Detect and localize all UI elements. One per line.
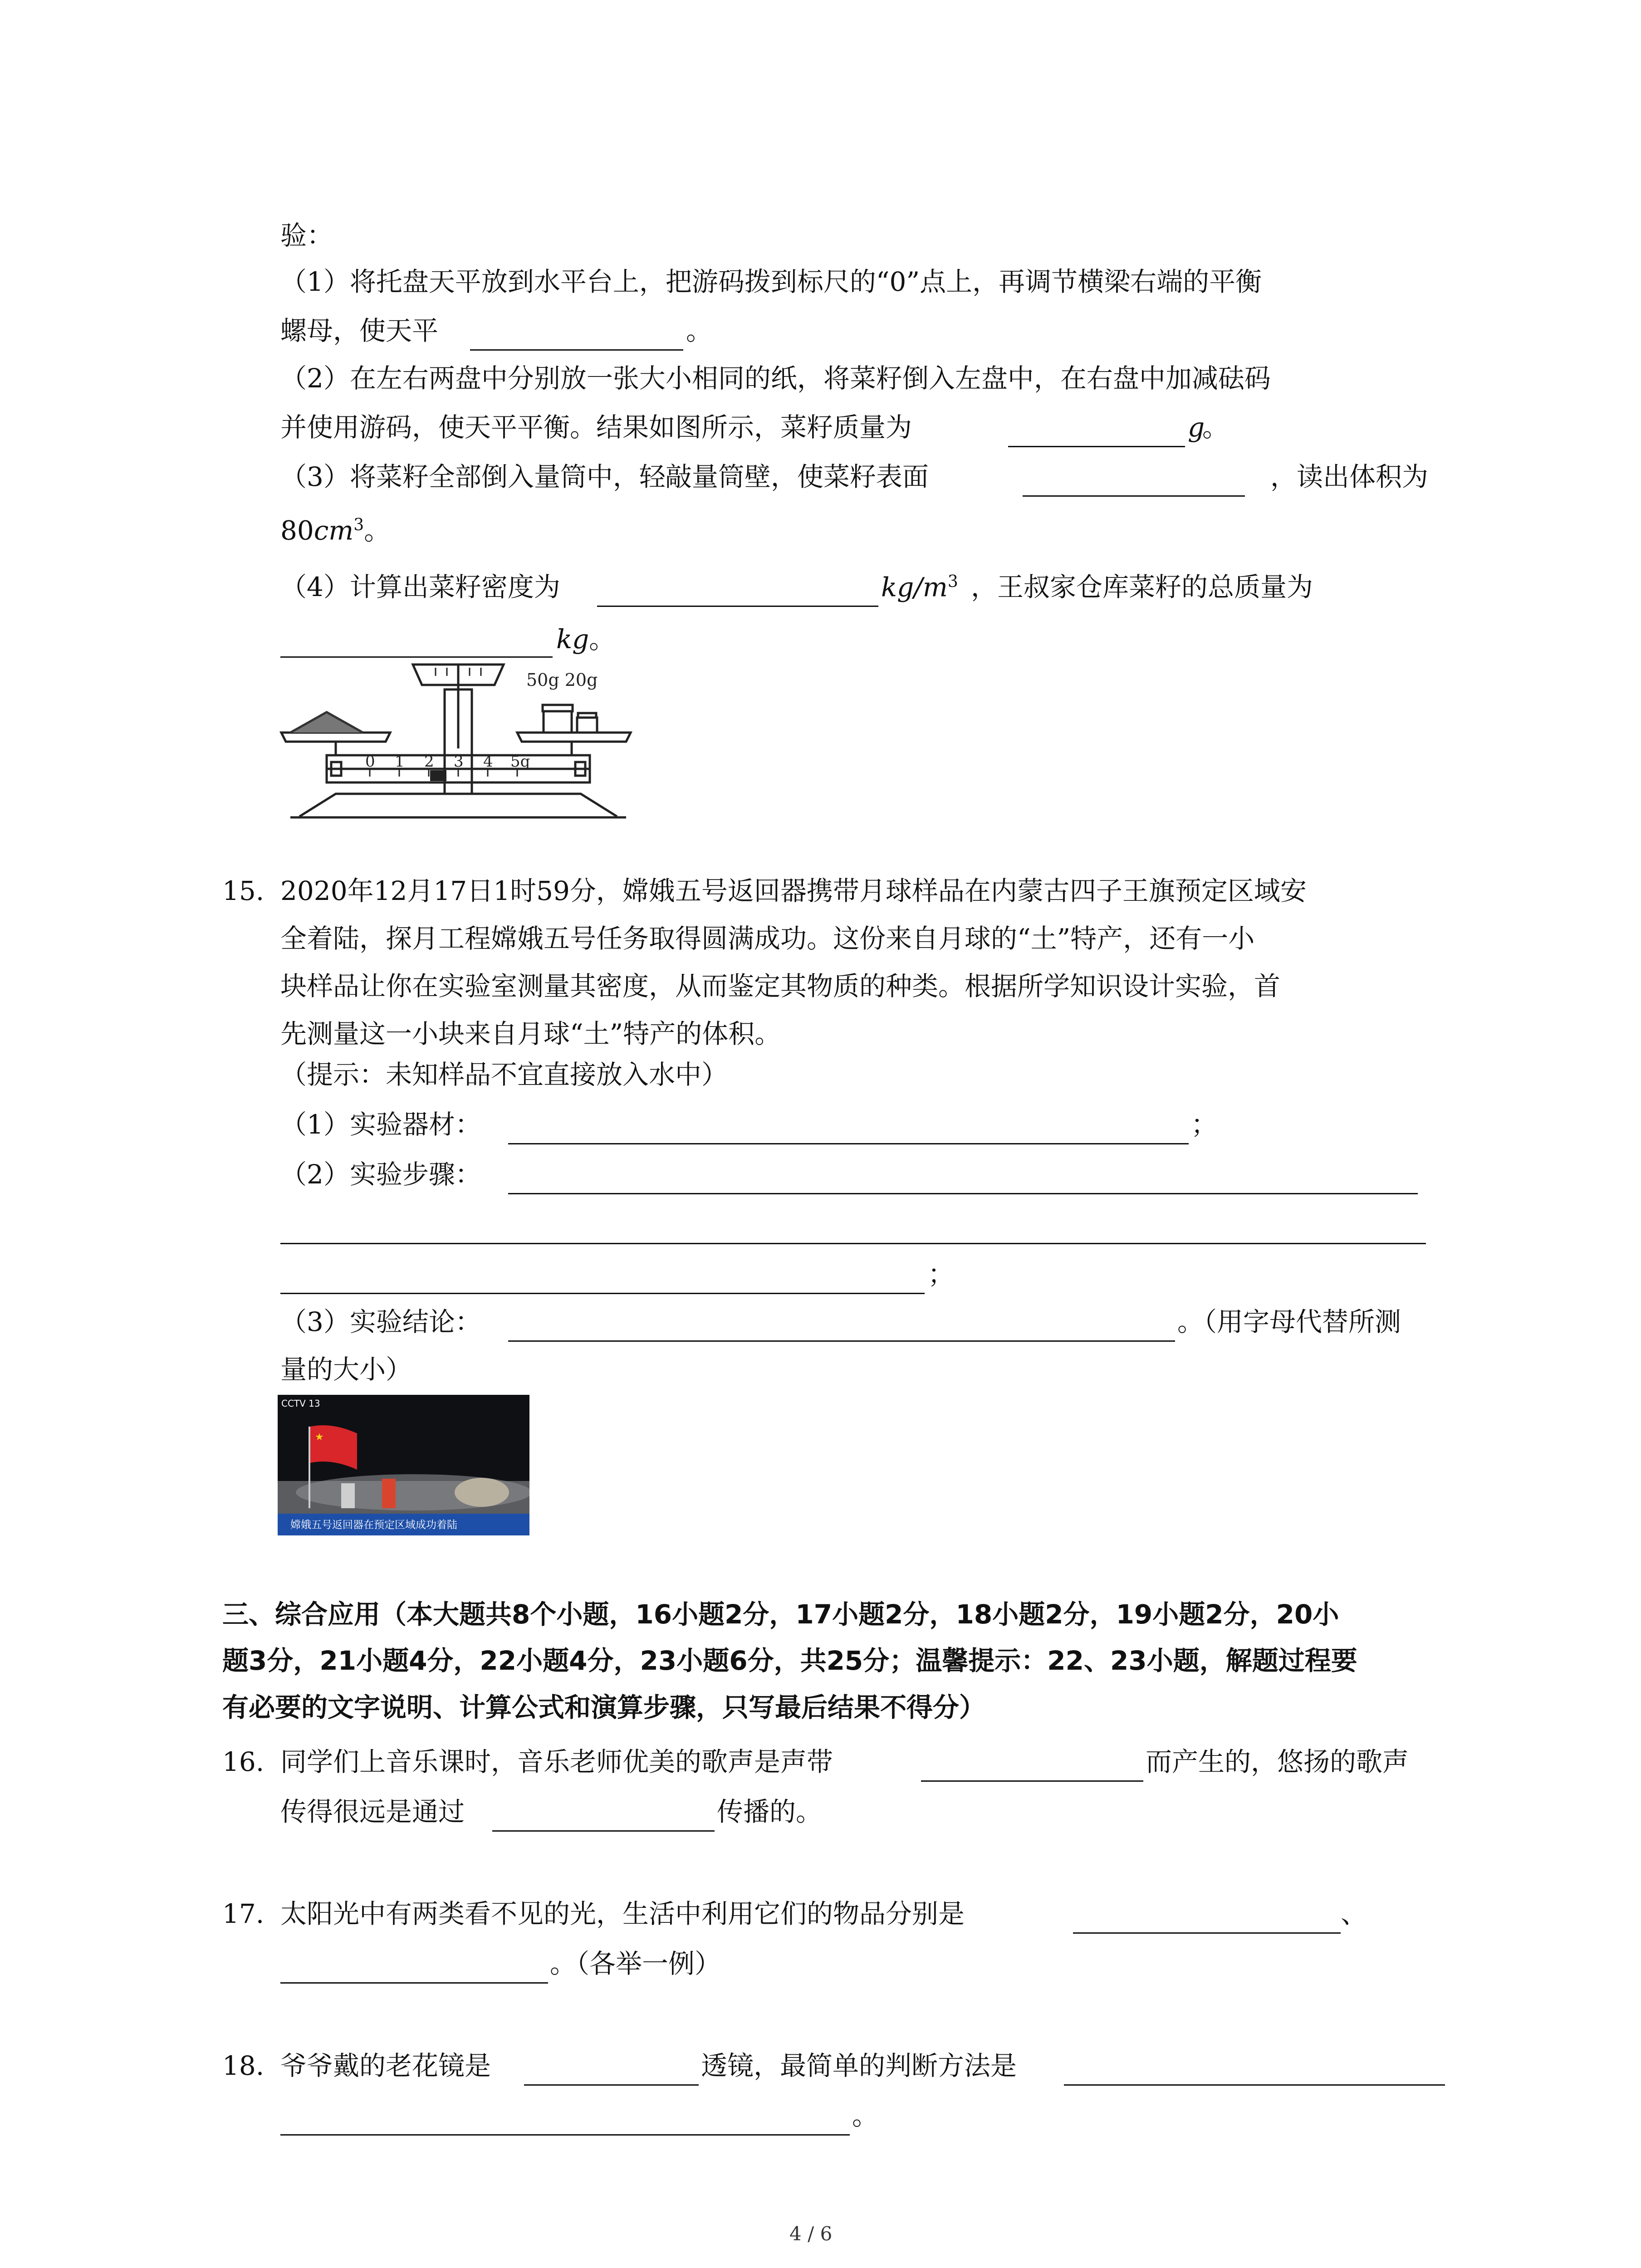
q14-step1-end: 。 (686, 315, 713, 346)
chang-e-landing-photo (278, 1395, 529, 1535)
q17-text-c: 。（各举一例） (550, 1948, 721, 1979)
q18-text-c: 。 (852, 2100, 879, 2131)
q18-blank-3[interactable] (280, 2134, 850, 2136)
q14-blank-surface[interactable] (1023, 495, 1245, 497)
q17-blank-2[interactable] (280, 1982, 548, 1984)
q15-equipment-label: （1）实验器材： (280, 1109, 481, 1140)
q14-continuation: 验： (280, 220, 333, 251)
section3-heading-line3: 有必要的文字说明、计算公式和演算步骤，只写最后结果不得分） (222, 1692, 986, 1723)
q18-blank-2[interactable] (1064, 2084, 1445, 2086)
scale-label-3: 3 (454, 753, 464, 771)
q14-step1-line1: （1）将托盘天平放到水平台上，把游码拨到标尺的“0”点上，再调节横梁右端的平衡 (280, 266, 1262, 297)
scale-label-5g: 5g (510, 753, 530, 771)
q15-blank-equipment[interactable] (508, 1143, 1189, 1144)
q14-step4-line2: kg。 (556, 624, 616, 655)
q14-blank-mass[interactable] (1008, 446, 1185, 447)
svg-text:★: ★ (315, 1432, 324, 1443)
q16-text-c: 传得很远是通过 (280, 1796, 465, 1827)
page-number: 4 / 6 (789, 2223, 833, 2245)
q15-conclusion-end: 。（用字母代替所测 (1177, 1306, 1401, 1337)
q15-equipment-end: ； (1191, 1109, 1218, 1140)
q15-conclusion-label: （3）实验结论： (280, 1306, 481, 1337)
scale-label-0: 0 (365, 753, 375, 771)
q14-step2-line1: （2）在左右两盘中分别放一张大小相同的纸，将菜籽倒入左盘中，在右盘中加减砝码 (280, 363, 1271, 394)
q18-text-b: 透镜，最简单的判断方法是 (701, 2050, 1017, 2081)
cctv-logo: CCTV 13 (281, 1398, 320, 1409)
q15-blank-steps-2[interactable] (280, 1243, 1426, 1244)
q14-step4-line1-end: ，王叔家仓库菜籽的总质量为 (971, 572, 1313, 602)
scale-label-4: 4 (483, 753, 493, 771)
q15-steps-label: （2）实验步骤： (280, 1159, 481, 1190)
q14-volume-value: $80cm^3$。 (280, 515, 391, 546)
q15-conclusion-line2: 量的大小） (280, 1354, 412, 1385)
q18-blank-1[interactable] (524, 2084, 699, 2086)
photo-caption: 嫦娥五号返回器在预定区域成功着陆 (290, 1519, 457, 1531)
q15-line3: 块样品让你在实验室测量其密度，从而鉴定其物质的种类。根据所学知识设计实验，首 (280, 971, 1281, 1002)
q15-line2: 全着陆，探月工程嫦娥五号任务取得圆满成功。这份来自月球的“土”特产，还有一小 (280, 923, 1255, 954)
q15-hint: （提示：未知样品不宜直接放入水中） (280, 1059, 728, 1090)
q14-step3-line1: （3）将菜籽全部倒入量筒中，轻敲量筒壁，使菜籽表面 (280, 461, 929, 492)
q15-number: 15. (222, 875, 265, 906)
q16-number: 16. (222, 1746, 265, 1777)
q15-line1: 2020年12月17日1时59分，嫦娥五号返回器携带月球样品在内蒙古四子王旗预定区域安 (280, 875, 1307, 906)
q14-unit-g: g (1188, 412, 1205, 443)
weights-label: 50g 20g (526, 670, 598, 690)
q16-blank-2[interactable] (492, 1830, 715, 1832)
q14-step2-end: 。 (1202, 412, 1229, 443)
q16-blank-1[interactable] (921, 1780, 1143, 1782)
q17-text-b: 、 (1341, 1898, 1367, 1929)
q16-text-a: 同学们上音乐课时，音乐老师优美的歌声是声带 (280, 1746, 833, 1777)
q14-step3-line1-end: ，读出体积为 (1270, 461, 1429, 492)
q14-step2-line2: 并使用游码，使天平平衡。结果如图所示，菜籽质量为 (280, 412, 912, 443)
section3-heading-line1: 三、综合应用（本大题共8个小题，16小题2分，17小题2分，18小题2分，19小题2分，20小 (222, 1599, 1339, 1630)
scale-label-1: 1 (395, 753, 405, 771)
q17-blank-1[interactable] (1073, 1932, 1341, 1934)
q14-step4-line1: （4）计算出菜籽密度为 (280, 572, 560, 602)
q18-text-a: 爷爷戴的老花镜是 (280, 2050, 491, 2081)
q14-density-unit: $kg/m^3$ (881, 572, 958, 603)
q17-number: 17. (222, 1898, 265, 1929)
q14-blank-density[interactable] (597, 606, 878, 607)
q18-number: 18. (222, 2050, 265, 2081)
scale-label-2: 2 (424, 753, 434, 771)
q17-text-a: 太阳光中有两类看不见的光，生活中利用它们的物品分别是 (280, 1898, 965, 1929)
rider-weight (430, 770, 446, 781)
q14-blank-balance[interactable] (470, 349, 683, 351)
q15-blank-steps-3[interactable] (280, 1293, 925, 1294)
q15-blank-steps-1[interactable] (508, 1193, 1418, 1194)
balance-scale-figure (272, 658, 644, 821)
q14-step1-line2: 螺母，使天平 (280, 315, 439, 346)
q16-text-b: 而产生的，悠扬的歌声 (1146, 1746, 1409, 1777)
section3-heading-line2: 题3分，21小题4分，22小题4分，23小题6分，共25分；温馨提示：22、23小题，解题过程要 (222, 1645, 1357, 1676)
q15-line4: 先测量这一小块来自月球“土”特产的体积。 (280, 1018, 781, 1049)
q15-blank-conclusion[interactable] (508, 1340, 1175, 1342)
q15-steps-end: ； (928, 1259, 955, 1290)
q16-text-d: 传播的。 (717, 1796, 823, 1827)
